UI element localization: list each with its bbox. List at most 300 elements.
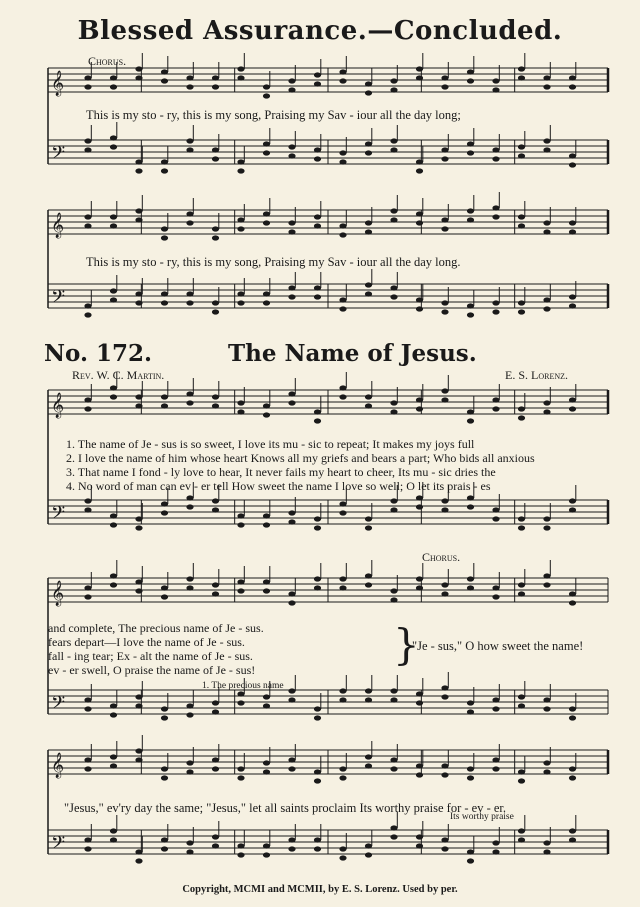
note-head	[135, 168, 142, 173]
note-head	[339, 501, 346, 506]
note-head	[492, 147, 499, 152]
note-head	[84, 75, 91, 80]
note-head	[263, 588, 270, 593]
note-head	[365, 582, 372, 587]
note-head	[441, 217, 448, 222]
note-head	[161, 168, 168, 173]
note-head	[390, 409, 397, 414]
note-head	[467, 409, 474, 414]
note-head	[390, 688, 397, 693]
note-head	[237, 75, 244, 80]
note-head	[467, 312, 474, 317]
note-head	[390, 825, 397, 830]
note-head	[339, 766, 346, 771]
note-head	[441, 388, 448, 393]
note-head	[288, 837, 295, 842]
note-head	[161, 501, 168, 506]
note-head	[339, 232, 346, 237]
note-head	[186, 760, 193, 765]
note-head	[186, 849, 193, 854]
note-head	[288, 391, 295, 396]
note-head	[288, 144, 295, 149]
note-head	[492, 397, 499, 402]
note-head	[492, 516, 499, 521]
continuation-2: fears depart—I love the name of Je - sus.	[48, 635, 245, 649]
note-head	[135, 217, 142, 222]
note-head	[288, 757, 295, 762]
note-head	[84, 757, 91, 762]
note-head	[492, 156, 499, 161]
note-head	[492, 706, 499, 711]
note-head	[84, 397, 91, 402]
note-head	[237, 843, 244, 848]
note-head	[441, 226, 448, 231]
note-head	[390, 294, 397, 299]
note-head	[161, 837, 168, 842]
note-head	[441, 498, 448, 503]
note-head	[543, 769, 550, 774]
note-head	[492, 214, 499, 219]
note-head	[492, 507, 499, 512]
note-head	[518, 309, 525, 314]
note-head	[543, 760, 550, 765]
final-alt-text: Its worthy praise	[450, 812, 514, 822]
note-head	[212, 300, 219, 305]
note-head	[543, 706, 550, 711]
note-head	[288, 229, 295, 234]
note-head	[416, 576, 423, 581]
note-head	[314, 81, 321, 86]
note-head	[416, 495, 423, 500]
note-head	[390, 147, 397, 152]
note-head	[135, 516, 142, 521]
note-head	[263, 220, 270, 225]
note-head	[314, 72, 321, 77]
note-head	[110, 288, 117, 293]
note-head	[365, 229, 372, 234]
note-head	[84, 498, 91, 503]
note-head	[365, 688, 372, 693]
note-head	[365, 150, 372, 155]
note-head	[161, 235, 168, 240]
note-head	[186, 75, 193, 80]
note-head	[543, 400, 550, 405]
note-head	[339, 150, 346, 155]
note-head	[135, 159, 142, 164]
note-head	[569, 294, 576, 299]
note-head	[288, 600, 295, 605]
note-head	[110, 703, 117, 708]
note-head	[416, 66, 423, 71]
note-head	[161, 775, 168, 780]
note-head	[314, 778, 321, 783]
note-head	[212, 591, 219, 596]
note-head	[365, 697, 372, 702]
note-head	[135, 66, 142, 71]
note-head	[110, 763, 117, 768]
note-head	[467, 775, 474, 780]
note-head	[365, 81, 372, 86]
clef-icon: 𝄢	[51, 143, 66, 168]
note-head	[314, 576, 321, 581]
note-head	[441, 84, 448, 89]
note-head	[365, 90, 372, 95]
note-head	[569, 507, 576, 512]
note-head	[416, 159, 423, 164]
final-lyric: "Jesus," ev'ry day the same; "Jesus," let all saints proclaim Its worthy praise for - ev - er.	[64, 801, 506, 815]
note-head	[237, 217, 244, 222]
note-head	[467, 150, 474, 155]
note-head	[237, 522, 244, 527]
note-head	[365, 852, 372, 857]
note-head	[365, 573, 372, 578]
note-head	[84, 507, 91, 512]
note-head	[441, 846, 448, 851]
note-head	[161, 291, 168, 296]
note-head	[288, 78, 295, 83]
note-head	[212, 156, 219, 161]
note-head	[186, 391, 193, 396]
note-head	[569, 162, 576, 167]
note-head	[467, 303, 474, 308]
note-head	[161, 69, 168, 74]
note-head	[518, 525, 525, 530]
note-head	[365, 394, 372, 399]
note-head	[135, 394, 142, 399]
note-head	[339, 159, 346, 164]
note-head	[110, 573, 117, 578]
note-head	[186, 138, 193, 143]
note-head	[237, 66, 244, 71]
note-head	[314, 585, 321, 590]
note-head	[390, 697, 397, 702]
note-head	[390, 588, 397, 593]
note-head	[288, 153, 295, 158]
clef-icon: 𝄢	[51, 287, 66, 312]
note-head	[110, 135, 117, 140]
note-head	[416, 691, 423, 696]
note-head	[569, 406, 576, 411]
note-head	[135, 403, 142, 408]
verse-line-3: 3. That name I fond - ly love to hear, It never fails my heart to cheer, Its mu - sic dries the	[66, 465, 496, 479]
note-head	[135, 525, 142, 530]
note-head	[416, 406, 423, 411]
note-head	[365, 403, 372, 408]
note-head	[135, 579, 142, 584]
note-head	[339, 385, 346, 390]
note-head	[339, 846, 346, 851]
note-head	[84, 585, 91, 590]
note-head	[569, 397, 576, 402]
note-head	[467, 141, 474, 146]
note-head	[288, 846, 295, 851]
note-head	[135, 694, 142, 699]
note-head	[441, 582, 448, 587]
note-head	[110, 828, 117, 833]
note-head	[135, 588, 142, 593]
note-head	[543, 409, 550, 414]
continuation-3: fall - ing tear; Ex - alt the name of Je - sus.	[48, 649, 253, 663]
hymn-composer: E. S. Lorenz.	[505, 368, 568, 382]
note-head	[518, 75, 525, 80]
note-head	[161, 78, 168, 83]
note-head	[467, 78, 474, 83]
page-title: Blessed Assurance.—Concluded.	[77, 16, 563, 46]
note-head	[186, 147, 193, 152]
note-head	[84, 837, 91, 842]
note-head	[110, 394, 117, 399]
note-head	[110, 214, 117, 219]
note-head	[467, 418, 474, 423]
note-head	[441, 156, 448, 161]
note-head	[212, 507, 219, 512]
alt-bass-text: 1. The precious name	[202, 681, 284, 691]
note-head	[569, 837, 576, 842]
note-head	[441, 837, 448, 842]
note-head	[390, 87, 397, 92]
note-head	[186, 220, 193, 225]
note-head	[543, 582, 550, 587]
verse-line-1: 1. The name of Je - sus is so sweet, I love its mu - sic to repeat; It makes my joys full	[66, 437, 475, 451]
note-head	[110, 223, 117, 228]
note-head	[314, 846, 321, 851]
note-head	[467, 217, 474, 222]
note-head	[314, 769, 321, 774]
note-head	[263, 150, 270, 155]
note-head	[441, 685, 448, 690]
note-head	[314, 418, 321, 423]
note-head	[186, 769, 193, 774]
note-head	[543, 840, 550, 845]
note-head	[161, 715, 168, 720]
note-head	[569, 828, 576, 833]
note-head	[263, 141, 270, 146]
note-head	[365, 516, 372, 521]
note-head	[212, 309, 219, 314]
note-head	[390, 138, 397, 143]
note-head	[339, 78, 346, 83]
note-head	[237, 168, 244, 173]
note-head	[441, 75, 448, 80]
note-head	[492, 205, 499, 210]
note-head	[237, 159, 244, 164]
note-head	[161, 846, 168, 851]
note-head	[161, 594, 168, 599]
note-head	[314, 715, 321, 720]
note-head	[492, 757, 499, 762]
copyright-footer: Copyright, MCMI and MCMII, by E. S. Lorenz. Used by per.	[182, 884, 458, 895]
note-head	[186, 712, 193, 717]
note-head	[569, 75, 576, 80]
note-head	[135, 858, 142, 863]
note-head	[263, 694, 270, 699]
note-head	[212, 700, 219, 705]
clef-icon: 𝄞	[51, 581, 65, 606]
note-head	[365, 141, 372, 146]
note-head	[543, 75, 550, 80]
note-head	[441, 694, 448, 699]
note-head	[263, 412, 270, 417]
note-head	[288, 519, 295, 524]
note-head	[543, 84, 550, 89]
hymn-author: Rev. W. C. Martin.	[72, 368, 165, 382]
note-head	[569, 775, 576, 780]
note-head	[161, 226, 168, 231]
note-head	[492, 406, 499, 411]
note-head	[416, 211, 423, 216]
note-head	[237, 513, 244, 518]
note-head	[543, 573, 550, 578]
verse-brace: }	[393, 620, 420, 669]
note-head	[212, 709, 219, 714]
note-head	[186, 495, 193, 500]
chorus-label: Chorus.	[422, 550, 461, 564]
note-head	[212, 147, 219, 152]
note-head	[110, 144, 117, 149]
note-head	[569, 591, 576, 596]
top-lyric-line-2: This is my sto - ry, this is my song, Praising my Sav - iour all the day long.	[86, 255, 461, 269]
note-head	[212, 757, 219, 762]
note-head	[263, 522, 270, 527]
note-head	[263, 579, 270, 584]
note-head	[339, 697, 346, 702]
note-head	[263, 513, 270, 518]
note-head	[518, 223, 525, 228]
note-head	[492, 585, 499, 590]
note-head	[135, 300, 142, 305]
note-head	[161, 159, 168, 164]
note-head	[212, 75, 219, 80]
note-head	[237, 579, 244, 584]
note-head	[212, 394, 219, 399]
note-head	[288, 87, 295, 92]
note-head	[518, 66, 525, 71]
note-head	[492, 309, 499, 314]
note-head	[543, 297, 550, 302]
clef-icon: 𝄢	[51, 693, 66, 718]
note-head	[492, 849, 499, 854]
continuation-1: and complete, The precious name of Je - sus.	[48, 621, 264, 635]
note-head	[186, 576, 193, 581]
note-head	[569, 600, 576, 605]
note-head	[288, 766, 295, 771]
note-head	[441, 300, 448, 305]
note-head	[467, 504, 474, 509]
note-head	[543, 697, 550, 702]
note-head	[314, 525, 321, 530]
note-head	[314, 156, 321, 161]
note-head	[339, 510, 346, 515]
note-head	[288, 294, 295, 299]
note-head	[569, 303, 576, 308]
note-head	[186, 84, 193, 89]
note-head	[339, 775, 346, 780]
note-head	[186, 300, 193, 305]
note-head	[390, 217, 397, 222]
note-head	[441, 147, 448, 152]
note-head	[390, 834, 397, 839]
note-head	[237, 700, 244, 705]
note-head	[441, 763, 448, 768]
note-head	[365, 220, 372, 225]
note-head	[186, 291, 193, 296]
note-head	[135, 748, 142, 753]
note-head	[237, 588, 244, 593]
note-head	[339, 223, 346, 228]
note-head	[84, 147, 91, 152]
note-head	[110, 712, 117, 717]
note-head	[339, 576, 346, 581]
clef-icon: 𝄞	[51, 753, 65, 778]
note-head	[441, 507, 448, 512]
verse-line-4: 4. No word of man can ev - er tell How sweet the name I love so well; O let its prais - es	[66, 479, 491, 493]
clef-icon: 𝄞	[51, 213, 65, 238]
clef-icon: 𝄞	[51, 393, 65, 418]
note-head	[237, 852, 244, 857]
note-head	[569, 498, 576, 503]
note-head	[467, 709, 474, 714]
note-head	[339, 306, 346, 311]
note-head	[441, 309, 448, 314]
note-head	[416, 397, 423, 402]
note-head	[416, 843, 423, 848]
note-head	[339, 855, 346, 860]
note-head	[365, 525, 372, 530]
note-head	[518, 214, 525, 219]
note-head	[390, 208, 397, 213]
note-head	[416, 772, 423, 777]
note-head	[110, 84, 117, 89]
chorus-text: "Je - sus," O how sweet the name!	[412, 639, 584, 653]
note-head	[365, 291, 372, 296]
note-head	[84, 312, 91, 317]
note-head	[161, 706, 168, 711]
note-head	[314, 223, 321, 228]
note-head	[314, 285, 321, 290]
note-head	[543, 525, 550, 530]
note-head	[288, 285, 295, 290]
note-head	[467, 585, 474, 590]
note-head	[543, 147, 550, 152]
note-head	[492, 78, 499, 83]
note-head	[314, 409, 321, 414]
note-head	[416, 306, 423, 311]
note-head	[569, 229, 576, 234]
clef-icon: 𝄢	[51, 503, 66, 528]
note-head	[288, 510, 295, 515]
note-head	[135, 208, 142, 213]
note-head	[212, 403, 219, 408]
note-head	[390, 285, 397, 290]
note-head	[518, 694, 525, 699]
note-head	[288, 400, 295, 405]
note-head	[263, 300, 270, 305]
note-head	[84, 138, 91, 143]
note-head	[263, 84, 270, 89]
note-head	[365, 843, 372, 848]
note-head	[212, 843, 219, 848]
note-head	[212, 498, 219, 503]
note-head	[110, 522, 117, 527]
note-head	[186, 585, 193, 590]
note-head	[237, 775, 244, 780]
note-head	[518, 582, 525, 587]
note-head	[518, 591, 525, 596]
note-head	[84, 766, 91, 771]
note-head	[467, 858, 474, 863]
note-head	[186, 840, 193, 845]
note-head	[492, 697, 499, 702]
